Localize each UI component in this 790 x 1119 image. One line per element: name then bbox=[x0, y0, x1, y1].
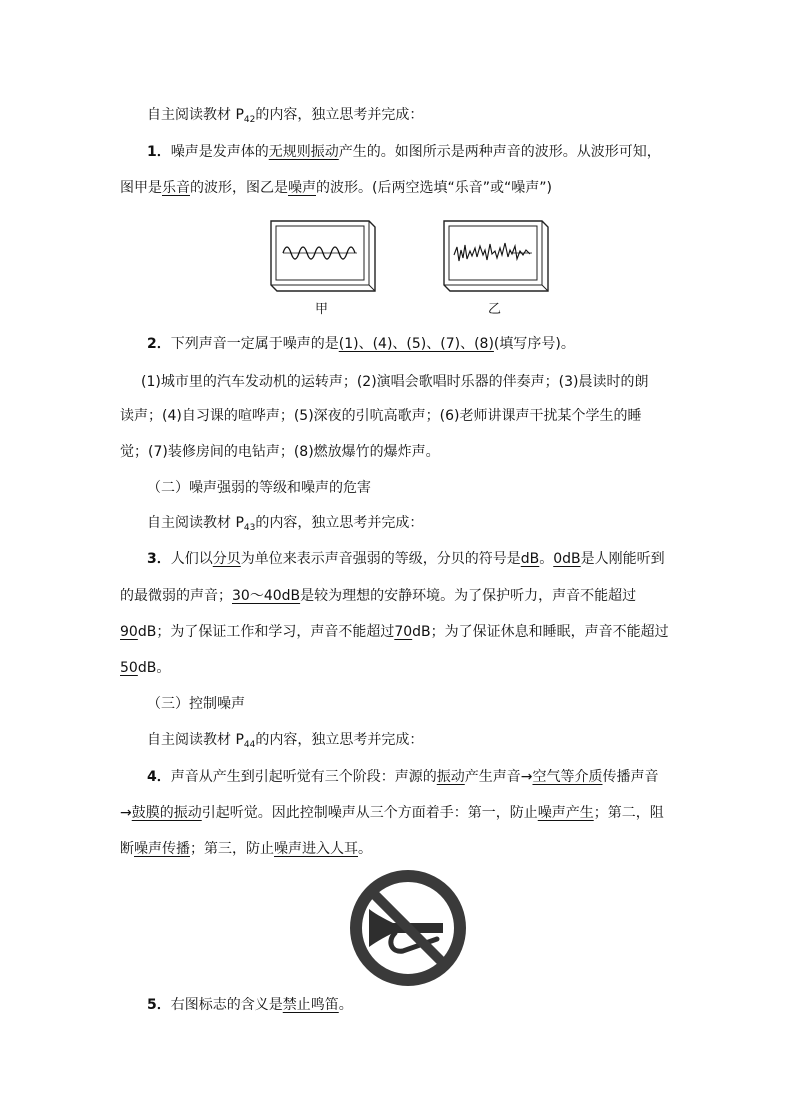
q3-line-4 bbox=[120, 658, 170, 678]
q3-text: dB；为了保证工作和学习，声音不能超过 bbox=[137, 624, 395, 640]
question-number: 3． bbox=[147, 551, 171, 567]
q1-line-2 bbox=[120, 178, 552, 198]
answer-blank: 无规则振动 bbox=[268, 144, 339, 160]
intro-line-1 bbox=[147, 105, 423, 130]
q3-line-2 bbox=[120, 586, 636, 606]
page-subscript: 43 bbox=[243, 523, 256, 533]
question-number: 2． bbox=[147, 336, 171, 352]
q5-line bbox=[147, 995, 353, 1015]
q2-options-line-2: 读声；(4)自习课的喧哗声；(5)深夜的引吭高歌声；(6)老师讲课声干扰某个学生的睡 bbox=[120, 408, 642, 424]
q1-text: 的波形。(后两空选填“乐音”或“噪声”) bbox=[316, 180, 552, 196]
answer-blank: 噪声传播 bbox=[134, 841, 190, 857]
q1-text: 产生的。如图所示是两种声音的波形。从波形可知， bbox=[338, 144, 661, 160]
page-subscript: 44 bbox=[243, 740, 256, 750]
q1-line-1 bbox=[147, 142, 661, 162]
intro-text: 自主阅读教材 P bbox=[147, 107, 244, 123]
answer-blank: 30～40dB bbox=[232, 588, 301, 604]
question-number: 1． bbox=[147, 144, 171, 160]
answer-blank: 0dB bbox=[553, 551, 581, 567]
answer-blank: 振动 bbox=[436, 769, 465, 785]
q3-text: 。 bbox=[539, 551, 554, 567]
q4-text: 。 bbox=[358, 841, 372, 857]
q2-text: (填写序号)。 bbox=[493, 336, 575, 352]
answer-blank: 分贝 bbox=[212, 551, 241, 567]
answer-blank: dB bbox=[520, 551, 540, 567]
q1-text: 图甲是 bbox=[120, 180, 162, 196]
q3-text: 是人刚能听到 bbox=[580, 551, 665, 567]
q3-text: 的最微弱的声音； bbox=[120, 588, 232, 604]
intro-text: 自主阅读教材 P bbox=[147, 732, 244, 748]
intro-line-3 bbox=[147, 730, 423, 755]
q3-text: dB。 bbox=[137, 660, 171, 676]
q4-text: 产生声音→ bbox=[464, 769, 533, 785]
waveform-monitor-yi bbox=[440, 217, 552, 295]
intro-text: 自主阅读教材 P bbox=[147, 515, 244, 531]
q3-line-1 bbox=[147, 549, 665, 569]
q3-text: dB；为了保证休息和睡眠，声音不能超过 bbox=[412, 624, 669, 640]
q4-line-3 bbox=[120, 839, 372, 859]
no-horn-icon bbox=[347, 867, 469, 989]
q3-line-3 bbox=[120, 622, 669, 642]
q1-text: 噪声是发声体的 bbox=[170, 144, 269, 160]
q2-line-1 bbox=[147, 334, 575, 354]
q4-text: → bbox=[120, 805, 132, 821]
question-number: 5． bbox=[147, 997, 171, 1013]
q4-text: 声音从产生到引起听觉有三个阶段：声源的 bbox=[170, 769, 437, 785]
q2-options-line-3: 觉；(7)装修房间的电钻声；(8)燃放爆竹的爆炸声。 bbox=[120, 444, 440, 460]
answer-blank: (1)、(4)、(5)、(7)、(8) bbox=[338, 336, 494, 352]
q5-text: 右图标志的含义是 bbox=[170, 997, 283, 1013]
answer-blank: 空气等介质 bbox=[532, 769, 603, 785]
intro-rest: 的内容，独立思考并完成： bbox=[255, 515, 424, 531]
q4-text: ；第三，防止 bbox=[190, 841, 274, 857]
page-subscript: 42 bbox=[243, 115, 256, 125]
answer-blank: 噪声产生 bbox=[537, 805, 594, 821]
q4-line-1 bbox=[147, 767, 658, 787]
answer-blank: 噪声进入人耳 bbox=[274, 841, 358, 857]
answer-blank: 鼓膜的振动 bbox=[131, 805, 202, 821]
q3-text: 为单位来表示声音强弱的等级，分贝的符号是 bbox=[240, 551, 521, 567]
q4-text: 传播声音 bbox=[602, 769, 659, 785]
q1-text: 的波形，图乙是 bbox=[190, 180, 288, 196]
q4-text: 断 bbox=[120, 841, 134, 857]
q2-text: 下列声音一定属于噪声的是 bbox=[170, 336, 339, 352]
question-number: 4． bbox=[147, 769, 171, 785]
q3-text: 是较为理想的安静环境。为了保护听力，声音不能超过 bbox=[300, 588, 637, 604]
q5-text: 。 bbox=[338, 997, 353, 1013]
caption-jia: 甲 bbox=[315, 302, 329, 317]
answer-blank: 乐音 bbox=[162, 180, 190, 196]
q4-text: ；第二，阻 bbox=[593, 805, 664, 821]
waveform-monitor-jia bbox=[267, 217, 379, 295]
answer-blank: 禁止鸣笛 bbox=[282, 997, 339, 1013]
intro-line-2 bbox=[147, 513, 423, 538]
section-heading-3: （三）控制噪声 bbox=[147, 696, 245, 712]
q4-line-2 bbox=[120, 803, 664, 823]
caption-yi: 乙 bbox=[488, 302, 502, 317]
q4-text: 引起听觉。因此控制噪声从三个方面着手：第一，防止 bbox=[201, 805, 538, 821]
answer-blank: 70 bbox=[394, 624, 413, 640]
answer-blank: 90 bbox=[120, 624, 138, 640]
section-heading-2: （二）噪声强弱的等级和噪声的危害 bbox=[147, 480, 371, 496]
intro-rest: 的内容，独立思考并完成： bbox=[255, 107, 424, 123]
intro-rest: 的内容，独立思考并完成： bbox=[255, 732, 424, 748]
q2-options-line-1: (1)城市里的汽车发动机的运转声；(2)演唱会歌唱时乐器的伴奏声；(3)晨读时的朗 bbox=[141, 374, 649, 390]
q3-text: 人们以 bbox=[170, 551, 213, 567]
answer-blank: 50 bbox=[120, 660, 138, 676]
answer-blank: 噪声 bbox=[288, 180, 316, 196]
